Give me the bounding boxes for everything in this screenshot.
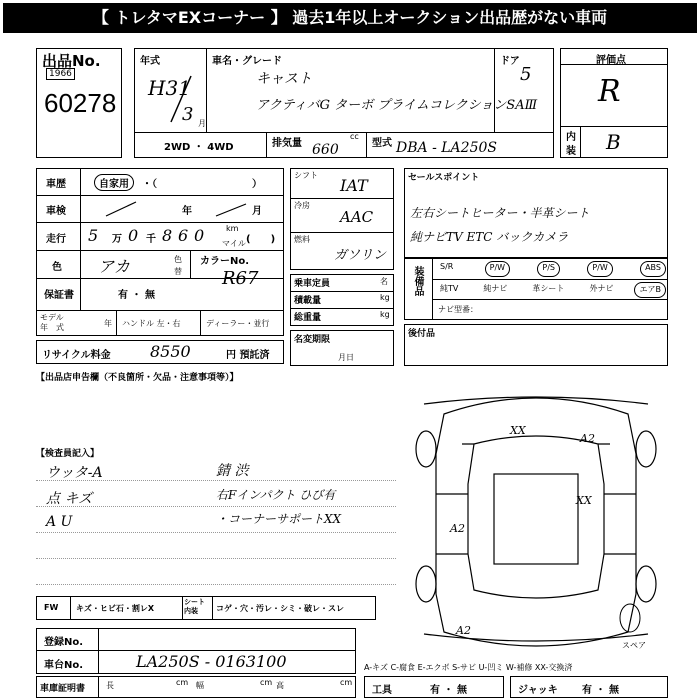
header-banner [3, 3, 697, 33]
equipment-row-1 [436, 261, 666, 277]
diagram-mark-5: A2 [456, 624, 471, 637]
inspection-marks [96, 196, 266, 220]
name-line2: アクティバG ターボ プライムコレクションSAⅢ [256, 98, 538, 113]
color-no-value: R67 [222, 268, 259, 289]
doors-label: ドア [500, 56, 520, 67]
chassis-value: LA250S - 0163100 [136, 652, 287, 671]
name-line1: キャスト [256, 71, 312, 87]
spare-label: スペア [622, 641, 646, 650]
equip-abs: ABS [640, 261, 666, 277]
model-year-label-1: モデル [40, 313, 64, 322]
lot-label: 出品No. [42, 52, 101, 70]
lot-number: 60278 [44, 88, 117, 118]
mileage-v4: 6 [178, 226, 189, 245]
ac-value: AAC [340, 208, 374, 226]
score-value: R [598, 74, 621, 109]
equipment-label: 装備品 [412, 266, 423, 296]
displacement-value: 660 [312, 142, 339, 158]
inspector-left-2: 点 キズ [46, 491, 93, 507]
mileage-unit-mile: マイル [222, 239, 246, 248]
sales-label: セールスポイント [408, 173, 480, 183]
name-label: 車名・グレード [212, 56, 282, 67]
capacity-label: 乗車定員 [294, 279, 331, 289]
legend-fw: FW [44, 603, 59, 612]
warranty-value: 有 ・ 無 [118, 290, 155, 301]
inspection-label: 車検 [46, 206, 66, 217]
diagram-mark-3: XX [576, 494, 592, 507]
tools-label: 工具 [372, 685, 392, 696]
cert-label: 車庫証明書 [40, 684, 86, 694]
model-year-label-2: 年 式 [40, 323, 64, 332]
displacement-unit: cc [350, 132, 359, 141]
equip-leather: 革シート [532, 284, 565, 293]
color-change-2: 替 [174, 267, 182, 276]
registration-label: 登録No. [44, 637, 84, 648]
weight-unit: kg [380, 310, 390, 319]
retrofit-box [404, 324, 668, 366]
year-month-unit: 月 [198, 119, 206, 128]
interior-value: B [606, 130, 621, 154]
mileage-v5: 0 [194, 226, 205, 245]
inspector-right-2: 右Fインパクト ひび有 [216, 488, 336, 502]
load-label: 積載量 [294, 296, 322, 306]
inspector-label: 【検査員記入】 [36, 449, 100, 459]
ac-label: 冷房 [294, 201, 310, 210]
recycle-unit: 円 預託済 [226, 350, 270, 361]
inspector-left-1: ウッタ-A [46, 465, 103, 481]
sales-line1: 左右シートヒーター・半革シート [410, 206, 590, 220]
warranty-label: 保証書 [44, 290, 74, 301]
history-close: ） [252, 179, 262, 190]
capacity-unit: 名 [380, 277, 388, 286]
displacement-label: 排気量 [272, 138, 302, 149]
equip-ext-navi: 外ナビ [589, 284, 614, 293]
fuel-label: 燃料 [294, 235, 310, 244]
cert-l1: 長 [106, 681, 114, 690]
mileage-v3: 8 [162, 226, 173, 245]
damage-legend: A-キズ C-腐食 E-エクボ S-サビ U-凹ミ W-補修 XX-交換済 [364, 663, 573, 672]
score-label: 評価点 [596, 55, 626, 66]
history-label: 車歴 [46, 179, 66, 190]
equip-airbag: エアB [634, 282, 666, 298]
equip-pw2: P/W [587, 261, 612, 277]
equip-tv: 純TV [440, 284, 459, 293]
color-change-1: 色 [174, 255, 182, 264]
color-no-label: カラーNo. [200, 256, 250, 267]
chassis-label: 車台No. [44, 660, 84, 671]
diagram-mark-4: A2 [450, 522, 465, 535]
cert-u1: cm [176, 678, 189, 687]
dealer-options: ディーラー・並行 [206, 319, 270, 328]
mileage-paren: ( ) [246, 234, 276, 245]
weight-label: 総重量 [294, 313, 322, 323]
equip-pw1: P/W [485, 261, 510, 277]
name-change-unit: 月日 [338, 353, 354, 362]
legend-seat: シート内装 [184, 598, 205, 615]
name-change-label: 名変期限 [294, 335, 331, 345]
retrofit-label: 後付品 [408, 329, 436, 339]
drive-label: 2WD ・ 4WD [164, 142, 234, 153]
history-value: 自家用 [94, 174, 134, 191]
jack-label: ジャッキ [518, 685, 558, 696]
diagram-mark-1: XX [510, 424, 526, 437]
doors-value: 5 [520, 64, 532, 85]
shift-label: シフト [294, 171, 318, 180]
year-label: 年式 [140, 56, 160, 67]
inspector-right-3: ・コーナーサポートXX [216, 512, 342, 526]
mileage-v1: 5 [88, 226, 99, 245]
mileage-u1: 万 [112, 234, 122, 245]
year-month: 3 [182, 104, 194, 125]
color-label: 色 [52, 262, 62, 273]
model-label: 型式 [372, 138, 392, 149]
jack-value: 有 ・ 無 [582, 685, 619, 696]
mileage-v2: 0 [128, 226, 139, 245]
legend-items2: コゲ・穴・汚レ・シミ・破レ・スレ [216, 604, 344, 613]
cert-u3: cm [340, 678, 353, 687]
inspection-month-unit: 月 [252, 206, 262, 217]
recycle-label: リサイクル料金 [42, 350, 111, 361]
color-value: アカ [98, 257, 130, 276]
inspection-year-unit: 年 [182, 206, 192, 217]
sales-line2: 純ナビTV ETC バックカメラ [410, 230, 569, 244]
equipment-row-2 [436, 282, 666, 298]
diagram-mark-2: A2 [580, 432, 595, 445]
year-era: H31 [148, 76, 191, 100]
fuel-value: ガソリン [334, 248, 387, 263]
shift-value: IAT [340, 176, 368, 195]
spare-tire-icon [618, 602, 642, 634]
recycle-value: 8550 [150, 342, 191, 361]
interior-label-1: 内 [566, 132, 576, 143]
tools-value: 有 ・ 無 [430, 685, 467, 696]
navi-model-label: ナビ型番： [438, 305, 478, 314]
model-value: DBA - LA250S [396, 140, 497, 156]
legend-items: キズ・ヒビ石・割レX [76, 604, 155, 613]
inspector-left-3: A U [46, 514, 73, 530]
cert-l3: 高 [276, 681, 284, 690]
inspector-right-1: 錆 渋 [216, 463, 249, 479]
declaration-label: 【出品店申告欄（不良箇所・欠品・注意事項等）】 [36, 373, 239, 383]
interior-label-2: 装 [566, 146, 576, 157]
mileage-label: 走行 [46, 234, 66, 245]
cert-l2: 幅 [196, 681, 204, 690]
model-year-unit: 年 [104, 319, 112, 328]
mileage-u2: 千 [146, 234, 156, 245]
equip-ps: P/S [537, 261, 560, 277]
lot-sub: 1966 [46, 68, 75, 80]
cert-u2: cm [260, 678, 273, 687]
load-unit: kg [380, 293, 390, 302]
mileage-unit-km: km [226, 224, 239, 233]
handle-options: ハンドル 左・右 [122, 319, 181, 328]
equip-sr: S/R [440, 262, 454, 271]
history-dot: ・（ [142, 179, 157, 190]
header-title: 【 トレタマEXコーナー 】 過去1年以上オークション出品歴がない車両 [92, 8, 608, 27]
equip-navi: 純ナビ [483, 284, 508, 293]
